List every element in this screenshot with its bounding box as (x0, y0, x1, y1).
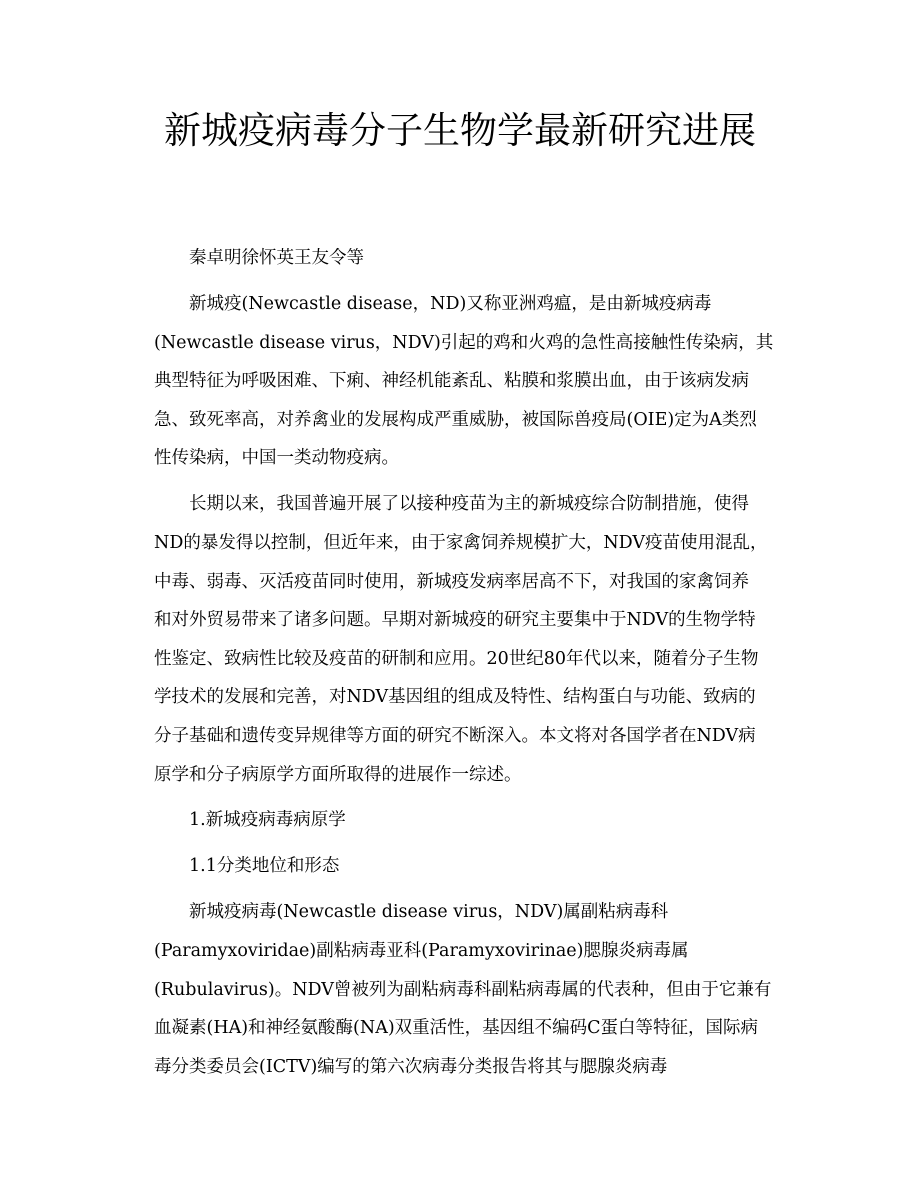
text-line: 新城疫(Newcastle disease，ND)又称亚洲鸡瘟，是由新城疫病毒 (189, 293, 712, 314)
text-line: (Rubulavirus)。NDV曾被列为副粘病毒科副粘病毒属的代表种，但由于它兼有 (154, 979, 772, 1000)
text-line: 急、致死率高，对养禽业的发展构成严重威胁，被国际兽疫局(OIE)定为A类烈 (154, 409, 757, 430)
text-line: (Newcastle disease virus，NDV)引起的鸡和火鸡的急性高接触性传染病，其 (154, 332, 774, 353)
text-line: 中毒、弱毒、灭活疫苗同时使用，新城疫发病率居高不下，对我国的家禽饲养 (154, 571, 749, 592)
text-line: 长期以来，我国普遍开展了以接种疫苗为主的新城疫综合防制措施，使得 (189, 494, 749, 515)
text-line: ND的暴发得以控制，但近年来，由于家禽饲养规模扩大，NDV疫苗使用混乱， (154, 532, 768, 553)
paragraph-background (154, 485, 770, 794)
author-line: 秦卓明徐怀英王友令等 (189, 248, 364, 268)
text-line: (Paramyxoviridae)副粘病毒亚科(Paramyxovirinae)腮腺炎病毒属 (154, 941, 689, 962)
text-line: 性传染病，中国一类动物疫病。 (154, 448, 399, 469)
document-body (154, 239, 774, 1086)
text-line: 性鉴定、致病性比较及疫苗的研制和应用。20世纪80年代以来，随着分子生物 (154, 648, 759, 669)
text-line: 学技术的发展和完善，对NDV基因组的组成及特性、结构蛋白与功能、致病的 (154, 687, 756, 708)
text-line: 典型特征为呼吸困难、下痢、神经机能紊乱、粘膜和浆膜出血，由于该病发病 (154, 371, 749, 392)
document-title: 新城疫病毒分子生物学最新研究进展 (164, 109, 756, 152)
subsection-heading: 1.1分类地位和形态 (189, 856, 340, 877)
section-heading: 1.新城疫病毒病原学 (189, 810, 346, 831)
paragraph-intro (154, 285, 774, 478)
paragraph-classification (154, 893, 770, 1086)
text-line: 血凝素(HA)和神经氨酸酶(NA)双重活性，基因组不编码C蛋白等特征，国际病 (154, 1018, 759, 1039)
text-line: 和对外贸易带来了诸多问题。早期对新城疫的研究主要集中于NDV的生物学特 (154, 610, 756, 631)
text-line: 新城疫病毒(Newcastle disease virus，NDV)属副粘病毒科 (189, 902, 669, 923)
text-line: 毒分类委员会(ICTV)编写的第六次病毒分类报告将其与腮腺炎病毒 (154, 1056, 668, 1077)
text-line: 分子基础和遗传变异规律等方面的研究不断深入。本文将对各国学者在NDV病 (154, 725, 756, 746)
text-line: 原学和分子病原学方面所取得的进展作一综述。 (154, 764, 522, 785)
